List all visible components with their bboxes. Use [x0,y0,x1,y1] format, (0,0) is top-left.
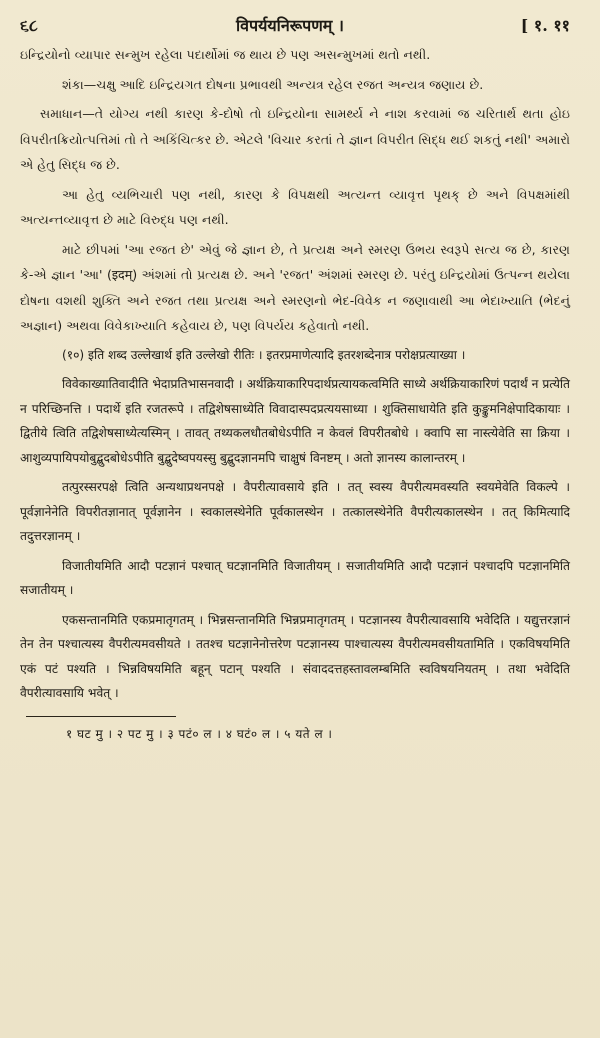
sanskrit-commentary-4: विजातीयमिति आदौ पटज्ञानं पश्चात् घटज्ञानमिति विजातीयम् । सजातीयमिति आदौ पटज्ञानं पश्चादपि पटज्ञानमिति सजातीयम् । [20,558,570,597]
page-number: ૬૮ [20,16,38,35]
gujarati-paragraph-2: શંકા—ચક્ષુ આદિ ઇન્દ્રિયગત દોષના પ્રભાવથી અન્યત્ર રહેલ રજત અન્યત્ર જણાય છે. [62,76,484,92]
gujarati-paragraph-1: ઇન્દ્રિયોનો વ્યાપાર સન્મુખ રહેલા પદાર્થોમાં જ થાય છે પણ અસન્મુખમાં થતો નથી. [20,47,431,62]
sanskrit-commentary-3: तत्पुरस्सरपक्षे त्विति अन्यथाप्रथनपक्षे । वैपरीत्यावसाये इति । तत् स्वस्य वैपरीत्यमवस्यति स्वयमेवेति विकल्पे । पूर्वज्ञानेनेति विपरीतज्ञानात् पूर्वज्ञानेन । स्वकालस्थेनेति पूर्वकालस्थेन । तत्कालस्थेनेति वैपरीत्यकालस्थेन । तत् किमित्यादि तदुत्तरज्ञानम् । [20,480,570,543]
sanskrit-commentary-2: विवेकाख्यातिवादीति भेदाप्रतिभासनवादी । अर्थक्रियाकारिपदार्थप्रत्यायकत्वमिति साध्ये अर्थक्रियाकारिणं पदार्थं न प्रत्येति न परिच्छिनत्ति । पदार्थे इति रजतरूपे । तद्विशेषसाध्येति विवादास्पदप्रत्ययसाध्या । शुक्तिसाधायेति इति कुङ्कुमनिक्षेपादिकायाः । द्वितीये त्विति तद्विशेषसाध्येत्यस्मिन् । तावत् तथ्यकलधौतबोधेऽपीति न केवलं विपरीतबोधे । क्वापि सा नास्त्येवेति सा क्रिया । आशुव्यपायिपयोबुद्बुदबोधेऽपीति बुद्बुदेष्वपयस्सु बुद्बुदज्ञानमपि चाक्षुषं विनष्टम् । अतो ज्ञानस्य कालान्तरम् । [20,377,570,465]
footnote-divider [26,716,176,717]
section-number: [ १. ११ [520,16,570,35]
gujarati-paragraph-5: માટે છીપમાં 'આ રજત છે' એવું જે જ્ઞાન છે, તે પ્રત્યક્ષ અને સ્મરણ ઉભય સ્વરૂપે સત્ય જ છે, કારણ કે-એ જ્ઞાન 'આ' (इदम्) અંશમાં તો પ્રત્યક્ષ છે. અને 'રજત' અંશમાં સ્મરણ છે. પરંતુ ઇન્દ્રિયોમાં ઉત્પન્ન થયેલા દોષના વશથી શુક્તિ અને રજત તથા પ્રત્યક્ષ અને સ્મરણનો ભેદ-વિવેક ન જણાવાથી આ ભેદાખ્યાતિ (ભેદનું અજ્ઞાન) અથવા વિવેકાખ્યાતિ કહેવાય છે, પણ વિપર્યય કહેવાતો નથી. [20,241,570,333]
gujarati-paragraph-4: આ હેતુ વ્યભિચારી પણ નથી, કારણ કે વિપક્ષથી અત્યન્ત વ્યાવૃત્ત પૃથક્ છે અને વિપક્ષમાંથી અત્યન્તવ્યાવૃત્ત છે માટે વિરુદ્ધ પણ નથી. [20,186,570,227]
footnote: १ घट मु । २ पट मु । ३ पटं० ल । ४ घटं० ल । ५ यते ल । [66,726,333,741]
page-header [20,14,570,42]
sanskrit-commentary-1: (१०) इति शब्द उल्लेखार्थ इति उल्लेखो रीतिः । इतरप्रमाणेत्यादि इतरशब्देनात्र परोक्षप्रत्याख्या । [62,347,466,362]
page-title: विपर्ययनिरूपणम् । [235,16,344,35]
sanskrit-commentary-5: एकसन्तानमिति एकप्रमातृगतम् । भिन्नसन्तानमिति भिन्नप्रमातृगतम् । पटज्ञानस्य वैपरीत्यावसायि भवेदिति । यद्युत्तरज्ञानं तेन तेन पश्चात्यस्य वैपरीत्यमवसीयते । ततश्च घटज्ञानेनोत्तरेण पटज्ञानस्य पाश्चात्यस्य वैपरीत्यमवसीयतामिति । एकविषयमिति एकं पटं पश्यति । भिन्नविषयमिति बहून् पटान् पश्यति । संवाददत्तहस्तावलम्बमिति स्वविषयनियतम् । तथा भवेदिति वैपरीत्यावसायि भवेत् । [20,612,570,700]
gujarati-paragraph-3: સમાધાન—તે યોગ્ય નથી કારણ કે-દોષો તો ઇન્દ્રિયોના સામર્થ્ય ને નાશ કરવામાં જ ચરિતાર્થ થતા હોઇ વિપરીતક્રિયોત્પત્તિમાં તો તે અકિંચિત્કર છે. એટલે 'વિચાર કરતાં તે જ્ઞાન વિપરીત સિદ્ધ થઈ શકતું નથી' અમારો એ હેતુ સિદ્ધ જ છે. [20,106,570,172]
